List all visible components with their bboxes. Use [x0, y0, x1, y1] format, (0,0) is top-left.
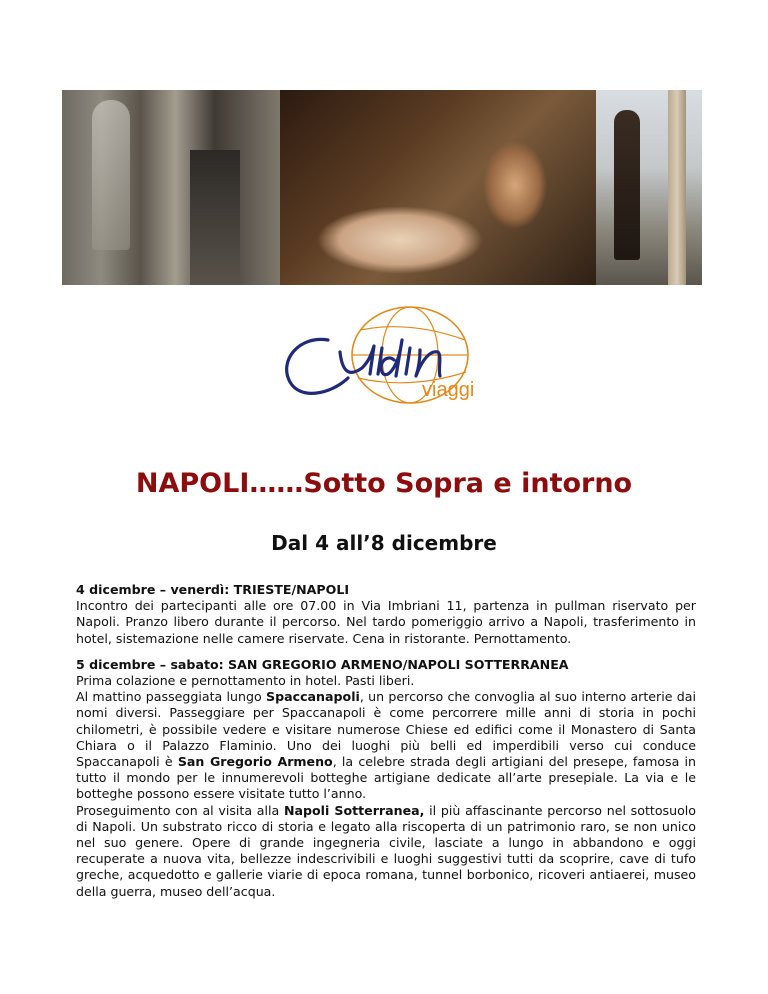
day-2-heading: 5 dicembre – sabato: SAN GREGORIO ARMENO/NAPOLI SOTTERRANEA [76, 656, 569, 672]
pompeii-statue-photo [596, 90, 702, 285]
day-1 [76, 582, 696, 647]
day-2-paragraph-3: Proseguimento con al visita alla Napoli Sotterranea, il più affascinante percorso nel sottosuolo di Napoli. Un substrato ricco di storia e legato alla riscoperta di un patrimonio raro, se non unico nel suo genere. Opere di grande ingegneria civile, lasciate a lungo in abbandono e oggi recuperate a nuova vita, bellezze indescrivibili e luoghi suggestivi tutti da scoprire, cave di tufo greche, acquedotto e gallerie viarie di epoca romana, tunnel borbonico, ricoveri antiaerei, museo della guerra, museo dell’acqua. [76, 802, 696, 899]
naples-street-photo [62, 90, 280, 285]
day-2-paragraph-1: Prima colazione e pernottamento in hotel. Pasti liberi. [76, 673, 415, 689]
page-title: NAPOLI……Sotto Sopra e intorno [135, 468, 633, 499]
logo-sub-text: viaggi [422, 379, 475, 401]
day-1-paragraph: Incontro dei partecipanti alle ore 07.00 in Via Imbriani 11, partenza in pullman riservato per Napoli. Pranzo libero durante il percorso. Nel tardo pomeriggio arrivo a Napoli, trasferimento in hotel, sistemazione nelle camere riservate. Cena in ristorante. Pernottamento. [76, 598, 696, 646]
page-subtitle: Dal 4 all’8 dicembre [271, 531, 497, 555]
header-banner [62, 90, 702, 285]
renaissance-painting-photo [280, 90, 596, 285]
day-2 [76, 657, 696, 900]
cividin-viaggi-logo [270, 300, 520, 420]
day-2-paragraph-2: Al mattino passeggiata lungo Spaccanapoli, un percorso che convoglia al suo interno arterie dai nomi diversi. Passeggiare per Spaccanapoli è come percorrere mille anni di storia in pochi chilometri, è possibile vedere e visitare numerose Chiese ed edifici come il Monastero di Santa Chiara o il Palazzo Flaminio. Uno dei luoghi più belli ed imperdibili verso cui conduce Spaccanapoli è San Gregorio Armeno, la celebre strada degli artigiani del presepe, famosa in tutto il mondo per le innumerevoli botteghe artigiane dedicate all’arte presepiale. La via e le botteghe possono essere visitate tutto l’anno. [76, 689, 697, 802]
day-1-heading: 4 dicembre – venerdì: TRIESTE/NAPOLI [76, 582, 350, 597]
itinerary [76, 582, 696, 910]
